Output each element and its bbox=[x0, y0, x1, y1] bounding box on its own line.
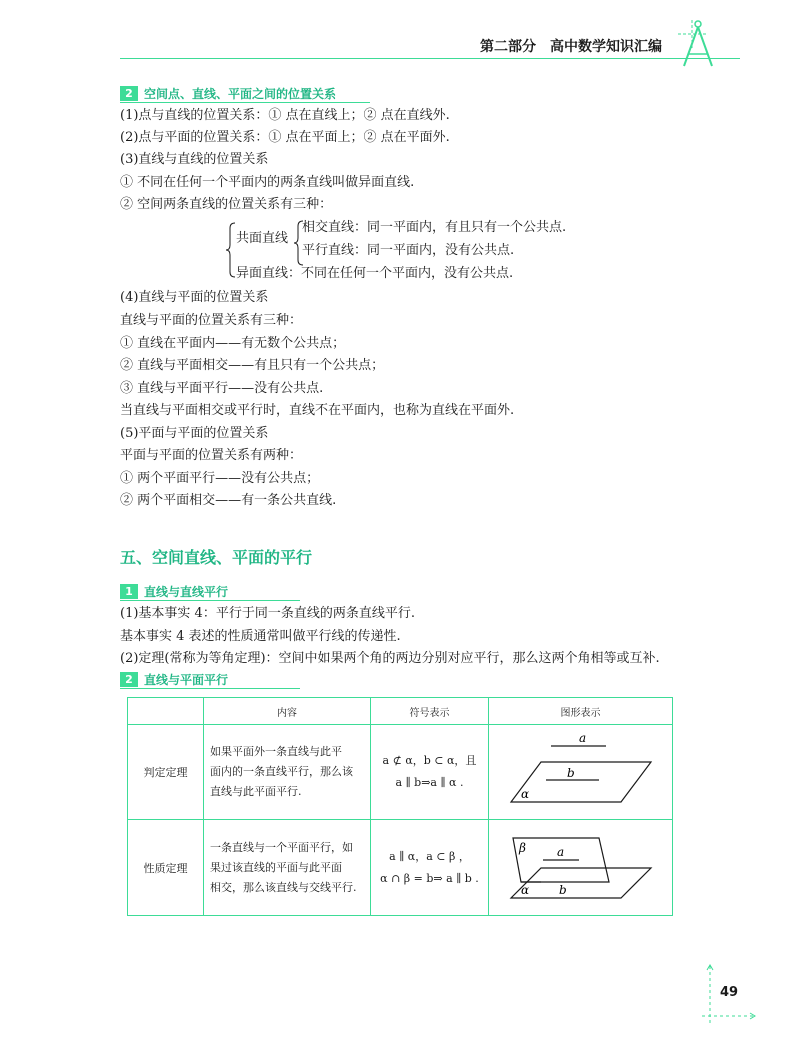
text-line: (1)基本事实 4：平行于同一条直线的两条直线平行. bbox=[120, 606, 415, 621]
table-header-row bbox=[128, 698, 673, 725]
table-row bbox=[128, 725, 673, 820]
text-line: 当直线与平面相交或平行时，直线不在平面内，也称为直线在平面外. bbox=[120, 403, 515, 418]
figure-label: β bbox=[518, 840, 526, 855]
symbol-line: a ⊄ α，b ⊂ α，且 bbox=[382, 754, 477, 767]
text-line: (5)平面与平面的位置关系 bbox=[120, 426, 269, 441]
row-symbol bbox=[371, 725, 489, 820]
figure-label: a bbox=[556, 844, 564, 859]
text-line: 平面与平面的位置关系有两种： bbox=[120, 448, 303, 463]
figure-label: a bbox=[578, 732, 586, 745]
row-symbol bbox=[371, 820, 489, 916]
content-line: 如果平面外一条直线与此平 bbox=[210, 745, 342, 758]
text-line: ② 直线与平面相交——有且只有一个公共点； bbox=[120, 358, 385, 373]
text-line: (4)直线与平面的位置关系 bbox=[120, 290, 269, 305]
subsection-title: 直线与平面平行 bbox=[144, 673, 229, 687]
subsection-heading-spatial-relations bbox=[120, 86, 370, 103]
page-number: 49 bbox=[720, 985, 739, 1000]
subsection-badge: 2 bbox=[120, 86, 138, 101]
table-header-cell: 图形表示 bbox=[489, 698, 673, 725]
table-header-cell bbox=[128, 698, 204, 725]
figure-label: α bbox=[520, 882, 529, 897]
subsection-title: 直线与直线平行 bbox=[144, 585, 229, 599]
text-line: (2)定理(常称为等角定理)：空间中如果两个角的两边分别对应平行，那么这两个角相等或互补. bbox=[120, 651, 660, 666]
figure-label: b bbox=[566, 766, 575, 780]
symbol-line: α ∩ β = b⇒ a ∥ b . bbox=[380, 871, 479, 885]
header-rule bbox=[120, 58, 740, 59]
text-line: ① 两个平面平行——没有公共点； bbox=[120, 471, 320, 486]
header-title: 第二部分 高中数学知识汇编 bbox=[480, 39, 662, 55]
row-label: 性质定理 bbox=[128, 820, 204, 916]
content-line: 相交，那么该直线与交线平行. bbox=[210, 880, 357, 894]
content-line: 果过该直线的平面与此平面 bbox=[210, 860, 342, 874]
figure-label: b bbox=[558, 882, 567, 897]
text-line: 基本事实 4 表述的性质通常叫做平行线的传递性. bbox=[120, 629, 401, 644]
subsection-heading-line-line-parallel bbox=[120, 584, 300, 601]
subsection-title: 空间点、直线、平面之间的位置关系 bbox=[144, 87, 337, 101]
row-figure bbox=[489, 725, 673, 820]
text-line: ② 两个平面相交——有一条公共直线. bbox=[120, 493, 337, 508]
figure-label: α bbox=[520, 787, 529, 801]
row-content bbox=[204, 725, 371, 820]
subsection-heading-line-plane-parallel bbox=[120, 672, 300, 689]
intersecting-planes-figure bbox=[501, 828, 661, 908]
brace-item-intersecting: 相交直线：同一平面内，有且只有一个公共点. bbox=[302, 220, 567, 235]
line-plane-parallel-table bbox=[127, 697, 673, 916]
brace-item-skew: 异面直线：不同在任何一个平面内，没有公共点. bbox=[236, 266, 514, 281]
table-header-cell: 符号表示 bbox=[371, 698, 489, 725]
text-line: ③ 直线与平面平行——没有公共点. bbox=[120, 381, 324, 396]
row-figure bbox=[489, 820, 673, 916]
row-label: 判定定理 bbox=[128, 725, 204, 820]
content-line: 直线与此平面平行. bbox=[210, 785, 302, 798]
text-line: (2)点与平面的位置关系：① 点在平面上；② 点在平面外. bbox=[120, 130, 450, 145]
text-line: ① 不同在任何一个平面内的两条直线叫做异面直线. bbox=[120, 175, 415, 190]
text-line: (3)直线与直线的位置关系 bbox=[120, 152, 269, 167]
content-line: 面内的一条直线平行，那么该 bbox=[210, 765, 353, 778]
brace-item-parallel: 平行直线：同一平面内，没有公共点. bbox=[302, 243, 515, 258]
symbol-line: a ∥ b⇒a ∥ α . bbox=[395, 776, 464, 789]
subsection-badge: 1 bbox=[120, 584, 138, 599]
row-content bbox=[204, 820, 371, 916]
content-line: 一条直线与一个平面平行，如 bbox=[210, 840, 353, 854]
outer-brace bbox=[226, 222, 236, 278]
text-line: ① 直线在平面内——有无数个公共点； bbox=[120, 336, 346, 351]
table-row bbox=[128, 820, 673, 916]
section-heading: 五、空间直线、平面的平行 bbox=[120, 548, 313, 567]
text-line: 直线与平面的位置关系有三种： bbox=[120, 313, 303, 328]
brace-group-label: 共面直线 bbox=[236, 231, 289, 246]
subsection-badge: 2 bbox=[120, 672, 138, 687]
text-line: (1)点与直线的位置关系：① 点在直线上；② 点在直线外. bbox=[120, 108, 450, 123]
text-line: ② 空间两条直线的位置关系有三种： bbox=[120, 197, 333, 212]
compass-icon bbox=[672, 14, 732, 74]
table-header-cell: 内容 bbox=[204, 698, 371, 725]
symbol-line: a ∥ α，a ⊂ β ， bbox=[389, 849, 470, 863]
line-plane-parallel-figure bbox=[501, 732, 661, 812]
